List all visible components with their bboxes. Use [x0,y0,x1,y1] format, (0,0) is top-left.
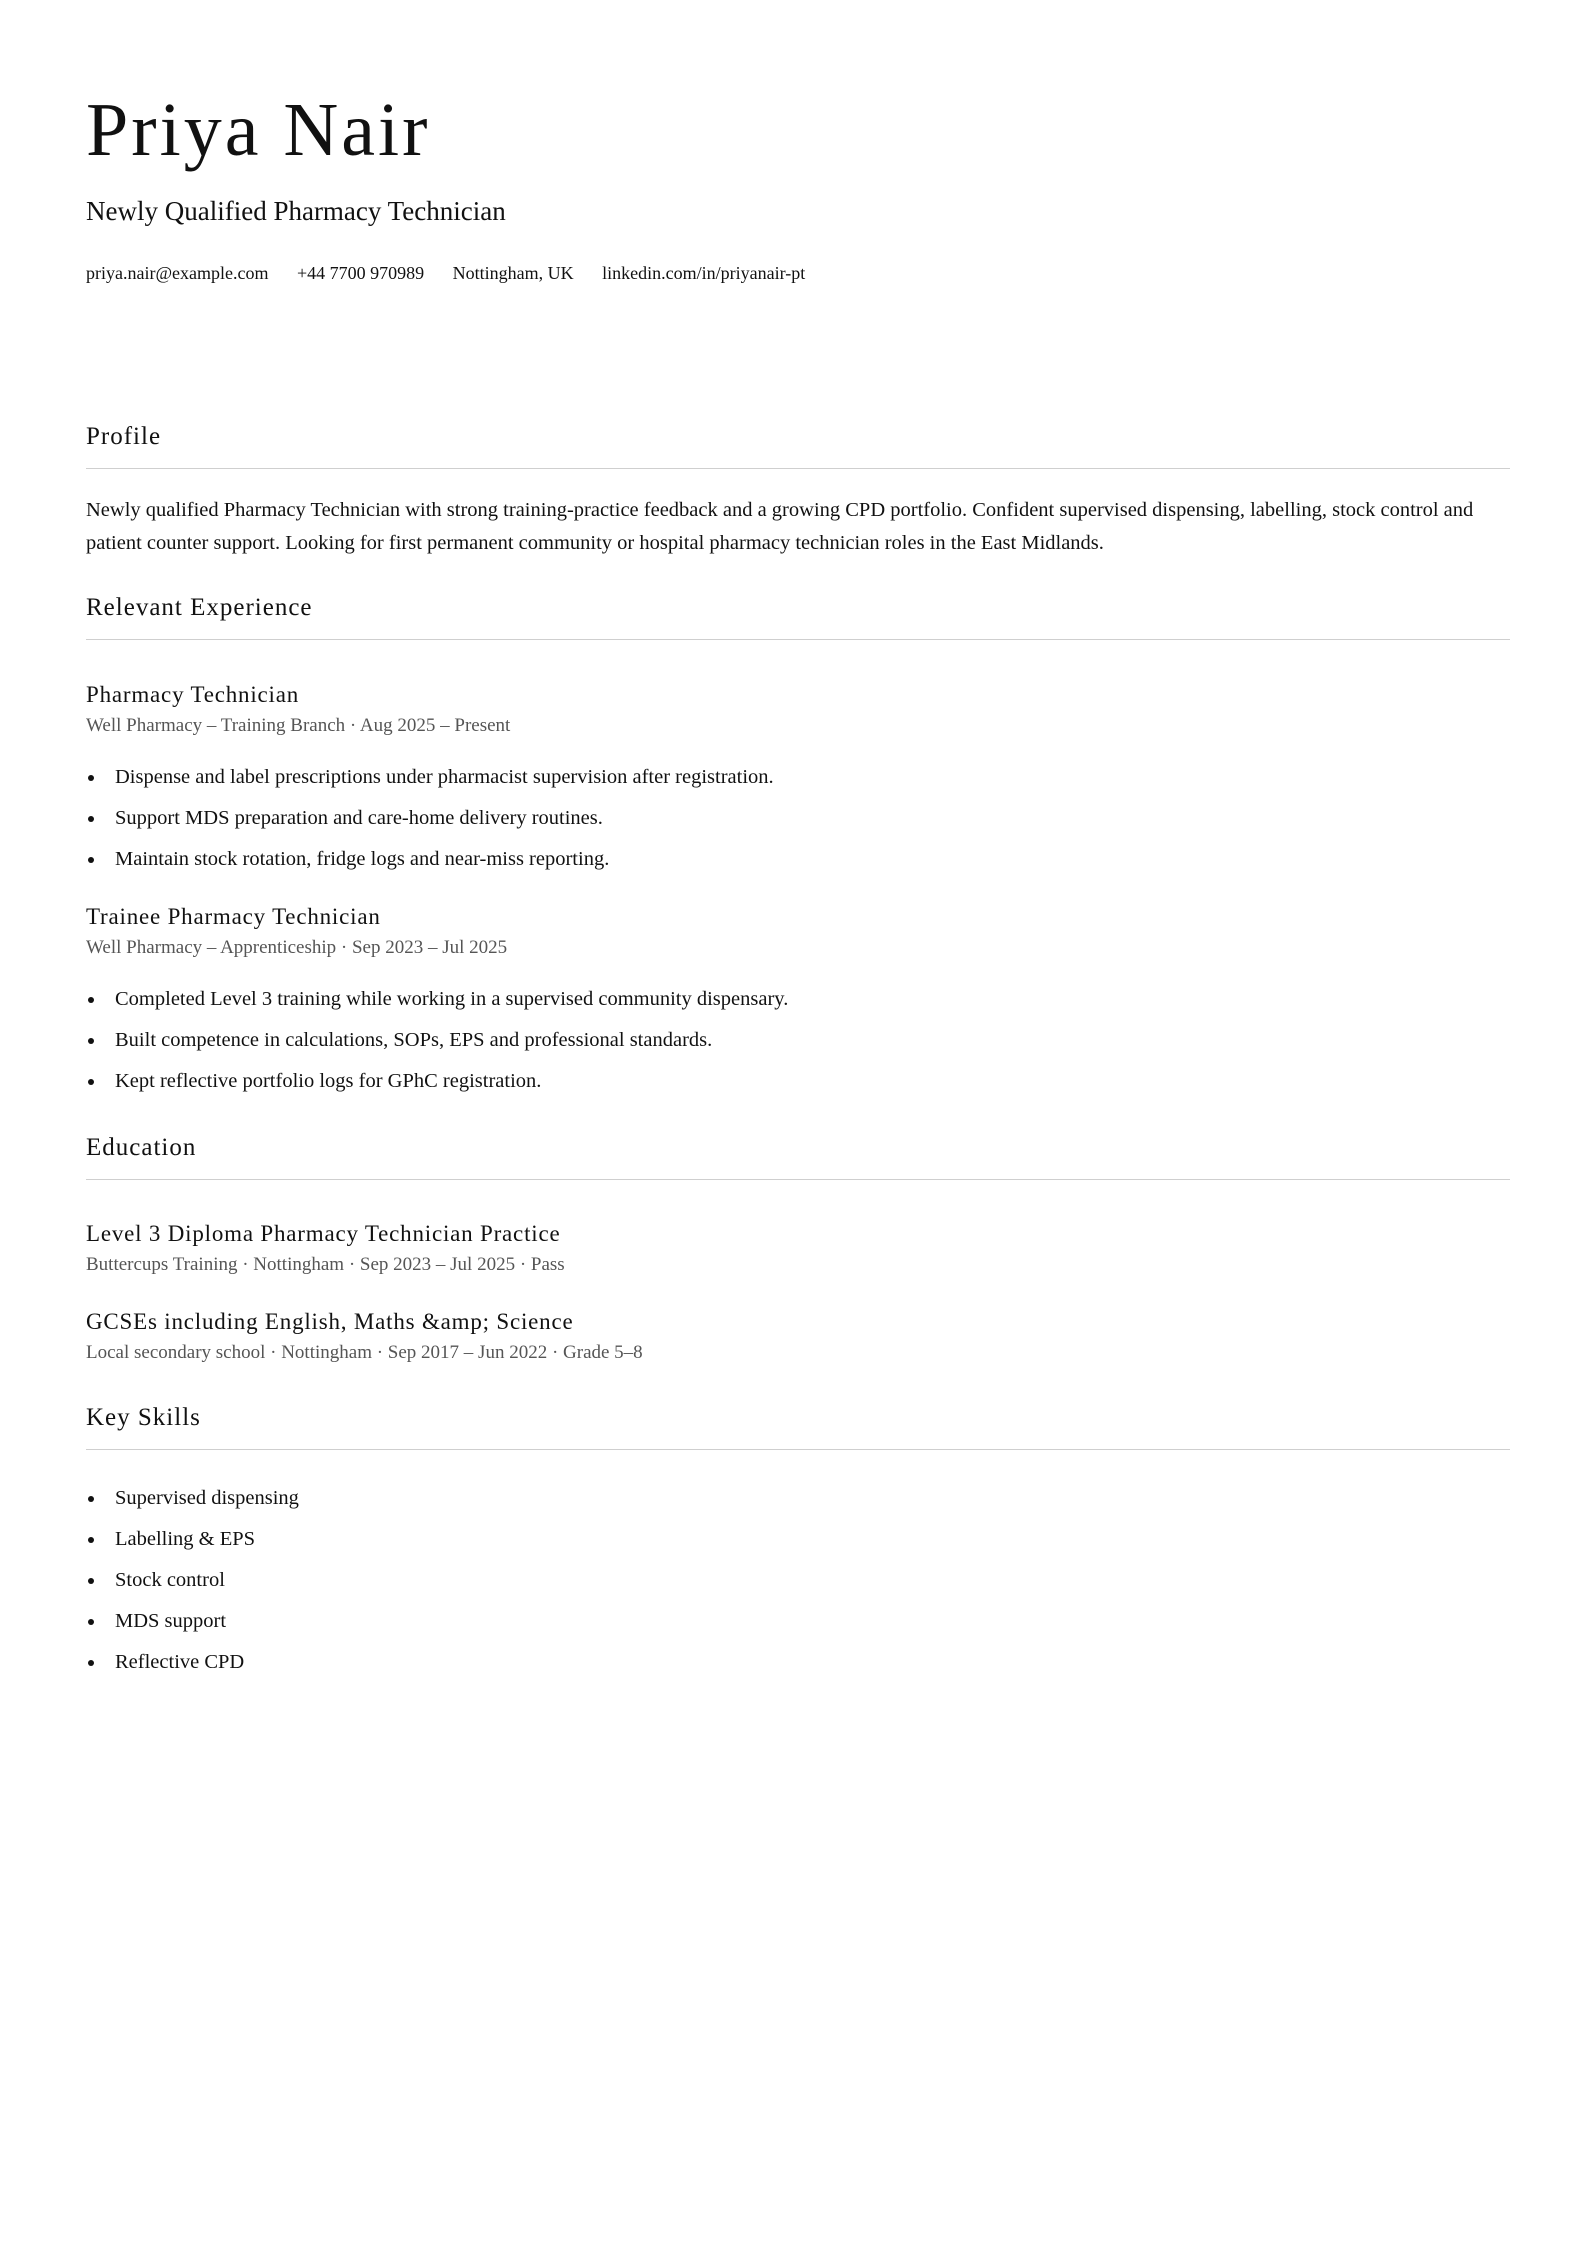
list-item: MDS support [86,1601,299,1642]
section-divider [86,468,1510,469]
education-qualification: GCSEs including English, Maths &amp; Science [86,1309,574,1334]
section-divider [86,1179,1510,1180]
section-title-profile: Profile [86,423,162,450]
list-item: Dispense and label prescriptions under pharmacist supervision after registration. [86,757,774,798]
contact-line [86,264,805,282]
candidate-name: Priya Nair [86,88,431,172]
list-item: Kept reflective portfolio logs for GPhC registration. [86,1061,788,1102]
list-item: Stock control [86,1560,299,1601]
candidate-headline: Newly Qualified Pharmacy Technician [86,196,506,226]
job-bullets [86,757,774,880]
profile-summary: Newly qualified Pharmacy Technician with strong training-practice feedback and a growing CPD portfolio. Confident supervised dispensing, labelling, stock control and patient counter support. Looking for first permanent community or hospital pharmacy technician roles in the East Midlands. [86,499,1474,554]
job-meta: Well Pharmacy – Apprenticeship · Sep 2023 – Jul 2025 [86,937,508,958]
list-item: Reflective CPD [86,1642,299,1683]
education-meta: Local secondary school · Nottingham · Sep 2017 – Jun 2022 · Grade 5–8 [86,1342,643,1363]
education-meta: Buttercups Training · Nottingham · Sep 2023 – Jul 2025 · Pass [86,1254,565,1275]
job-bullets [86,979,788,1102]
section-divider [86,639,1510,640]
section-title-education: Education [86,1134,197,1161]
list-item: Maintain stock rotation, fridge logs and near-miss reporting. [86,839,774,880]
job-title: Trainee Pharmacy Technician [86,904,381,929]
section-title-experience: Relevant Experience [86,594,313,621]
list-item: Completed Level 3 training while working in a supervised community dispensary. [86,979,788,1020]
education-qualification: Level 3 Diploma Pharmacy Technician Practice [86,1221,561,1246]
contact-email[interactable]: priya.nair@example.com [86,263,269,283]
list-item: Built competence in calculations, SOPs, EPS and professional standards. [86,1020,788,1061]
contact-linkedin[interactable]: linkedin.com/in/priyanair-pt [602,263,806,283]
section-title-skills: Key Skills [86,1404,201,1431]
job-meta: Well Pharmacy – Training Branch · Aug 2025 – Present [86,715,511,736]
skills-list [86,1478,299,1683]
list-item: Supervised dispensing [86,1478,299,1519]
job-title: Pharmacy Technician [86,682,300,707]
list-item: Support MDS preparation and care-home delivery routines. [86,798,774,839]
contact-phone[interactable]: +44 7700 970989 [297,263,425,283]
section-divider [86,1449,1510,1450]
list-item: Labelling & EPS [86,1519,299,1560]
contact-location: Nottingham, UK [452,263,574,283]
